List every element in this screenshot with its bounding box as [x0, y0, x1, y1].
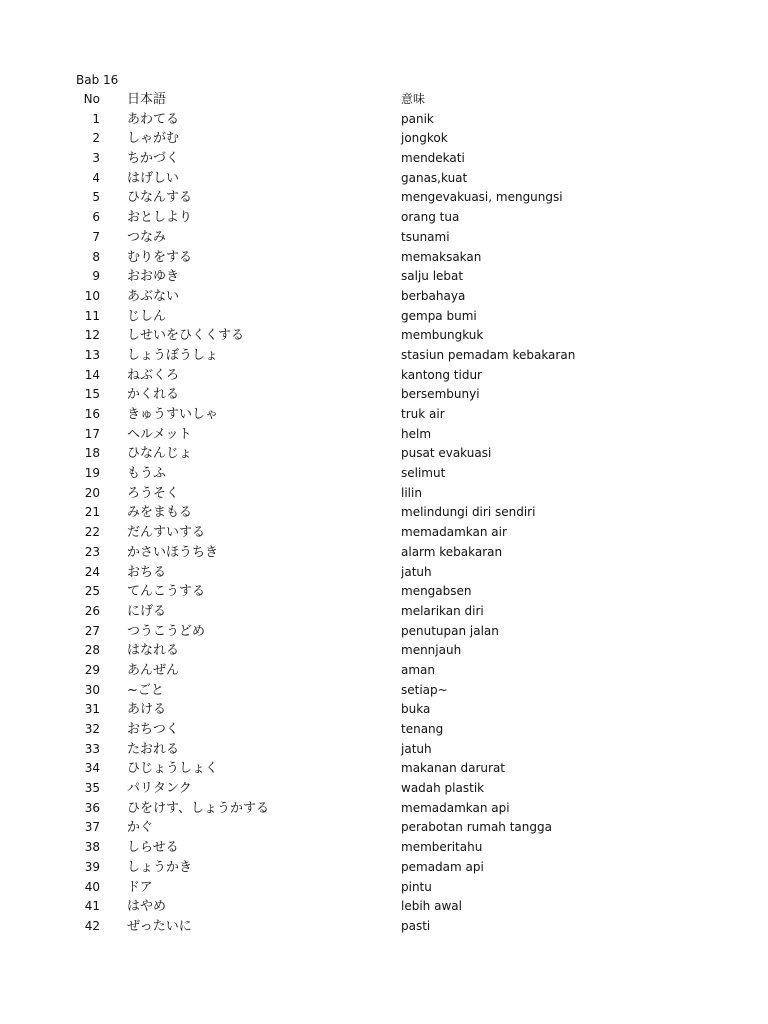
- table-row: [0, 110, 768, 130]
- row-number: 34: [84, 761, 100, 776]
- meaning-text: melarikan diri: [401, 603, 484, 618]
- table-row: [0, 444, 768, 464]
- table-row: [0, 366, 768, 386]
- row-number: 35: [84, 781, 100, 796]
- japanese-word: ぜったいに: [127, 918, 192, 934]
- header-meaning: 意味: [401, 92, 426, 106]
- row-number: 18: [84, 446, 100, 461]
- meaning-text: wadah plastik: [401, 781, 485, 796]
- table-row: [0, 641, 768, 661]
- meaning-text: makanan darurat: [401, 761, 506, 776]
- table-row: [0, 700, 768, 720]
- table-row: [0, 129, 768, 149]
- table-row: [0, 228, 768, 248]
- japanese-word: あぶない: [127, 288, 180, 304]
- row-number: 16: [84, 407, 100, 421]
- row-number: 29: [84, 662, 100, 677]
- japanese-word: むりをする: [127, 249, 193, 265]
- table-row: [0, 720, 768, 740]
- table-row: [0, 464, 768, 484]
- table-row: [0, 917, 768, 937]
- row-number: 40: [84, 879, 100, 894]
- japanese-word: ちかづく: [127, 151, 180, 167]
- japanese-word: みをまもる: [127, 505, 193, 521]
- japanese-word: ~ごと: [127, 682, 164, 698]
- meaning-text: jatuh: [401, 741, 432, 756]
- table-row: [0, 602, 768, 622]
- meaning-text: bersembunyi: [401, 387, 480, 402]
- japanese-word: ひをけす、しょうかする: [127, 800, 269, 816]
- row-number: 41: [84, 899, 100, 914]
- japanese-word: パリタンク: [127, 781, 192, 797]
- meaning-text: mengabsen: [401, 584, 472, 599]
- table-row: [0, 622, 768, 642]
- meaning-text: membungkuk: [401, 328, 484, 343]
- row-number: 5: [92, 190, 100, 205]
- japanese-word: もうふ: [127, 466, 167, 482]
- meaning-text: kantong tidur: [401, 367, 482, 382]
- table-row: [0, 858, 768, 878]
- japanese-word: ねぶくろ: [127, 367, 180, 383]
- japanese-word: つうこうどめ: [127, 623, 206, 639]
- meaning-text: lilin: [401, 485, 422, 500]
- meaning-text: ganas,kuat: [401, 170, 468, 185]
- meaning-text: memadamkan api: [401, 800, 510, 815]
- japanese-word: おちつく: [127, 722, 179, 737]
- row-number: 3: [92, 151, 100, 166]
- table-row: [0, 838, 768, 858]
- table-row: [0, 799, 768, 819]
- japanese-word: ヘルメット: [127, 426, 192, 442]
- row-number: 21: [84, 505, 100, 520]
- table-row: [0, 740, 768, 760]
- row-number: 23: [84, 544, 100, 559]
- table-row: [0, 425, 768, 445]
- japanese-word: にげる: [127, 603, 167, 619]
- table-row: [0, 287, 768, 307]
- meaning-text: pintu: [401, 879, 432, 894]
- table-row: [0, 681, 768, 701]
- japanese-word: しらせる: [127, 840, 179, 856]
- meaning-text: berbahaya: [401, 288, 466, 303]
- table-row: [0, 523, 768, 543]
- row-number: 28: [84, 643, 100, 658]
- meaning-text: helm: [401, 426, 432, 441]
- japanese-word: おおゆき: [127, 269, 180, 285]
- table-row: [0, 543, 768, 563]
- row-number: 9: [92, 269, 100, 284]
- table-row: [0, 307, 768, 327]
- row-number: 27: [84, 623, 100, 638]
- header-japanese: 日本語: [127, 92, 167, 107]
- table-header-row: [0, 90, 768, 110]
- row-number: 13: [84, 347, 100, 362]
- meaning-text: lebih awal: [401, 899, 462, 914]
- row-number: 22: [84, 525, 100, 540]
- table-row: [0, 326, 768, 346]
- meaning-text: mengevakuasi, mengungsi: [401, 190, 563, 205]
- japanese-word: ドア: [127, 879, 153, 895]
- meaning-text: buka: [401, 702, 431, 717]
- meaning-text: mennjauh: [401, 643, 462, 658]
- japanese-word: おとしより: [127, 210, 193, 226]
- japanese-word: かさいほうちき: [127, 544, 219, 560]
- meaning-text: alarm kebakaran: [401, 544, 503, 559]
- row-number: 14: [84, 367, 100, 382]
- meaning-text: salju lebat: [401, 269, 464, 284]
- table-row: [0, 582, 768, 602]
- japanese-word: じしん: [127, 308, 167, 324]
- table-row: [0, 346, 768, 366]
- japanese-word: あわてる: [127, 111, 180, 127]
- meaning-text: memberitahu: [401, 840, 483, 855]
- japanese-word: しょうぼうしょ: [127, 347, 219, 363]
- meaning-text: pemadam api: [401, 859, 484, 874]
- meaning-text: aman: [401, 662, 436, 677]
- table-row: [0, 661, 768, 681]
- japanese-word: しせいをひくくする: [127, 328, 245, 344]
- table-row: [0, 149, 768, 169]
- meaning-text: tsunami: [401, 229, 450, 244]
- meaning-text: jatuh: [401, 564, 432, 579]
- table-row: [0, 563, 768, 583]
- japanese-word: はやめ: [127, 899, 167, 915]
- row-number: 1: [92, 111, 100, 126]
- japanese-word: つなみ: [127, 229, 167, 245]
- row-number: 10: [84, 288, 100, 303]
- japanese-word: きゅうすいしゃ: [127, 407, 219, 422]
- meaning-text: gempa bumi: [401, 308, 477, 323]
- row-number: 38: [84, 840, 100, 855]
- table-row: [0, 779, 768, 799]
- meaning-text: tenang: [401, 722, 444, 736]
- row-number: 20: [84, 485, 100, 500]
- row-number: 32: [84, 722, 100, 736]
- table-row: [0, 385, 768, 405]
- row-number: 11: [84, 308, 100, 323]
- table-row: [0, 878, 768, 898]
- japanese-word: あんぜん: [127, 662, 180, 678]
- meaning-text: setiap~: [401, 682, 448, 697]
- row-number: 7: [92, 229, 100, 244]
- meaning-text: memaksakan: [401, 249, 482, 264]
- row-number: 4: [92, 170, 100, 185]
- japanese-word: あける: [127, 702, 167, 718]
- row-number: 24: [84, 564, 100, 579]
- japanese-word: ひじょうしょく: [127, 761, 219, 777]
- japanese-word: ひなんする: [127, 190, 193, 206]
- table-row: [0, 208, 768, 228]
- row-number: 30: [84, 682, 100, 697]
- meaning-text: stasiun pemadam kebakaran: [401, 347, 576, 362]
- japanese-word: ろうそく: [127, 485, 180, 501]
- row-number: 26: [84, 603, 100, 618]
- meaning-text: memadamkan air: [401, 525, 507, 540]
- table-row: [0, 267, 768, 287]
- table-row: [0, 405, 768, 425]
- meaning-text: melindungi diri sendiri: [401, 505, 536, 520]
- row-number: 42: [84, 918, 100, 933]
- japanese-word: ひなんじょ: [127, 446, 193, 462]
- table-row: [0, 759, 768, 779]
- meaning-text: orang tua: [401, 210, 460, 225]
- row-number: 12: [84, 328, 100, 343]
- row-number: 37: [84, 820, 100, 835]
- row-number: 39: [84, 859, 100, 874]
- table-row: [0, 897, 768, 917]
- vocabulary-table: [0, 90, 768, 937]
- meaning-text: penutupan jalan: [401, 623, 499, 638]
- meaning-text: mendekati: [401, 151, 465, 166]
- row-number: 17: [84, 426, 100, 441]
- table-row: [0, 484, 768, 504]
- row-number: 19: [84, 466, 100, 481]
- meaning-text: pusat evakuasi: [401, 446, 492, 461]
- row-number: 8: [92, 249, 100, 264]
- japanese-word: はなれる: [127, 643, 180, 659]
- meaning-text: jongkok: [401, 131, 448, 146]
- chapter-title: Bab 16: [76, 73, 119, 87]
- table-row: [0, 503, 768, 523]
- japanese-word: だんすいする: [127, 525, 206, 541]
- table-row: [0, 188, 768, 208]
- row-number: 36: [84, 800, 100, 815]
- japanese-word: てんこうする: [127, 584, 206, 600]
- row-number: 25: [84, 584, 100, 599]
- japanese-word: かぐ: [127, 820, 154, 836]
- table-row: [0, 169, 768, 189]
- japanese-word: たおれる: [127, 741, 180, 757]
- japanese-word: おちる: [127, 564, 167, 580]
- row-number: 33: [84, 741, 100, 756]
- meaning-text: truk air: [401, 407, 445, 421]
- meaning-text: perabotan rumah tangga: [401, 820, 552, 835]
- row-number: 15: [84, 387, 100, 402]
- japanese-word: かくれる: [127, 387, 180, 403]
- row-number: 6: [92, 210, 100, 225]
- japanese-word: しょうかき: [127, 859, 193, 875]
- table-row: [0, 248, 768, 268]
- japanese-word: しゃがむ: [127, 131, 180, 147]
- row-number: 31: [84, 702, 100, 717]
- table-body: [0, 110, 768, 937]
- meaning-text: pasti: [401, 918, 431, 933]
- meaning-text: panik: [401, 111, 434, 126]
- row-number: 2: [92, 131, 100, 146]
- japanese-word: はげしい: [127, 170, 180, 186]
- header-no: No: [83, 92, 100, 106]
- meaning-text: selimut: [401, 466, 446, 481]
- table-row: [0, 818, 768, 838]
